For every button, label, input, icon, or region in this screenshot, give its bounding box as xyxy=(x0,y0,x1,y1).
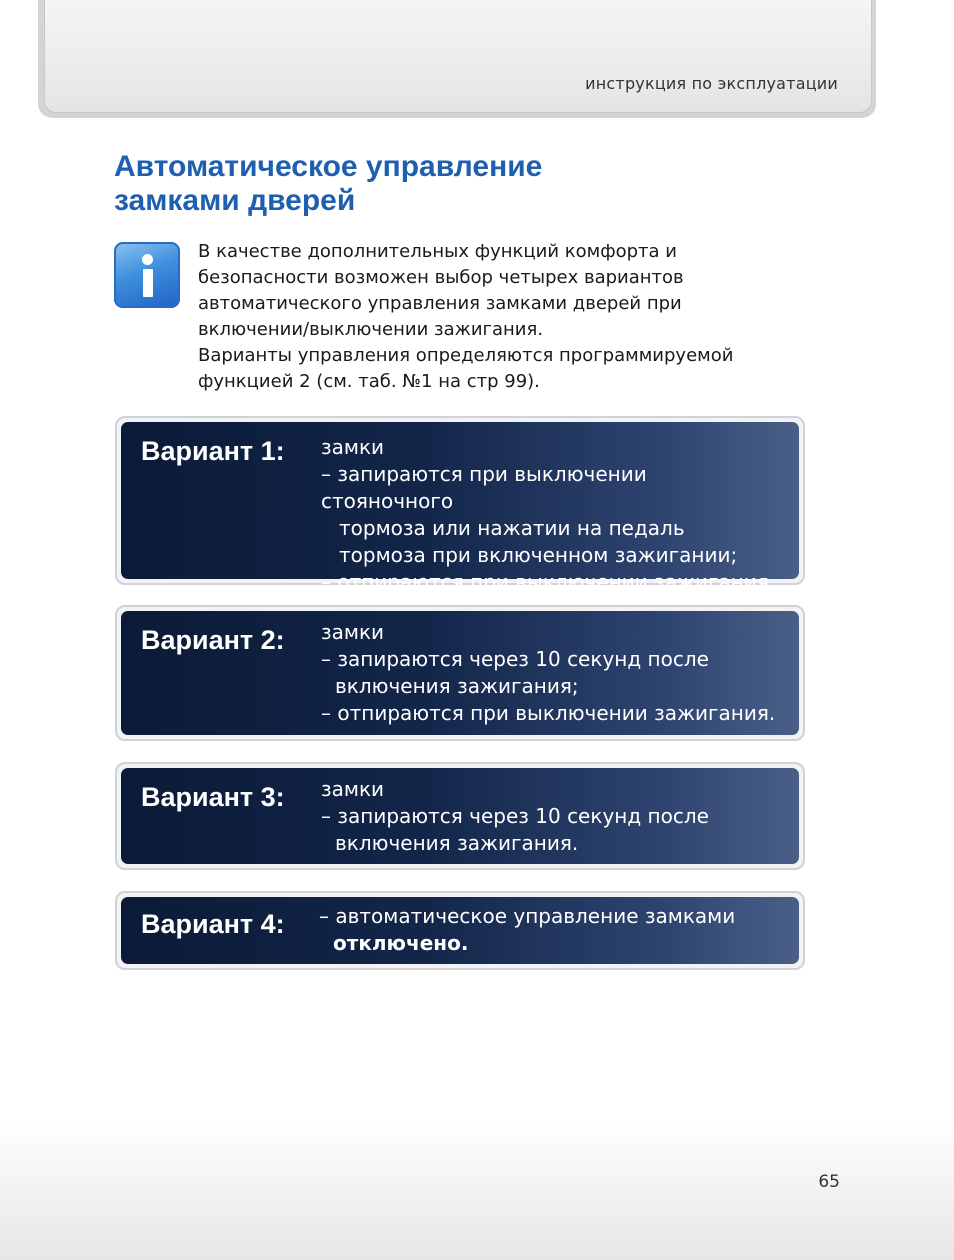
variant-line: – запираются при выключении стояночного xyxy=(321,462,647,513)
header-text: инструкция по эксплуатации xyxy=(585,74,838,93)
variant-line: тормоза при включенном зажигании; xyxy=(339,543,738,567)
footer-band xyxy=(0,1120,954,1260)
page-title-line2: замками дверей xyxy=(114,184,356,217)
variant-1-label: Вариант 1: xyxy=(141,436,285,466)
variant-line: замки xyxy=(321,435,385,459)
intro-text xyxy=(198,239,758,395)
page-title xyxy=(114,150,674,218)
variant-2-box xyxy=(115,605,805,741)
variant-line: – отпираются при выключении зажигания. xyxy=(321,701,776,725)
variant-line: – автоматическое управление замками xyxy=(319,904,736,928)
variant-4-label: Вариант 4: xyxy=(141,909,285,939)
header-bar xyxy=(44,0,872,113)
variant-line: тормоза или нажатии на педаль xyxy=(339,516,685,540)
info-icon xyxy=(114,242,180,308)
variant-1-panel xyxy=(121,422,799,594)
page-number: 65 xyxy=(818,1172,840,1192)
variant-line: – запираются через 10 секунд после xyxy=(321,647,709,671)
intro-line: Варианты управления определяются программируемой xyxy=(198,345,734,366)
page-title-line1: Автоматическое управление xyxy=(114,150,543,183)
variant-4-disabled-text: отключено. xyxy=(333,931,469,955)
intro-line: В качестве дополнительных функций комфорта и xyxy=(198,241,677,262)
variant-line: замки xyxy=(321,777,385,801)
variant-2-panel xyxy=(121,611,799,735)
variant-4-body xyxy=(319,903,783,957)
intro-line: включении/выключении зажигания. xyxy=(198,319,544,340)
variant-2-body xyxy=(321,619,783,727)
variant-line: замки xyxy=(321,620,385,644)
intro-line: функцией 2 (см. таб. №1 на стр 99). xyxy=(198,371,540,392)
variant-line: – запираются через 10 секунд после xyxy=(321,804,709,828)
intro-line: безопасности возможен выбор четырех вариантов xyxy=(198,267,684,288)
variant-3-body xyxy=(321,776,783,857)
variant-1-box xyxy=(115,416,805,594)
variant-3-box xyxy=(115,762,805,870)
intro-line: автоматического управления замками дверей при xyxy=(198,293,682,314)
variant-4-box xyxy=(115,891,805,970)
variant-4-panel xyxy=(121,897,799,964)
variant-line: – отпираются при выключении зажигания. xyxy=(321,570,776,594)
variant-3-label: Вариант 3: xyxy=(141,782,285,812)
variant-1-body xyxy=(321,434,783,596)
variant-line: включения зажигания; xyxy=(335,674,579,698)
variant-2-label: Вариант 2: xyxy=(141,625,285,655)
variant-3-panel xyxy=(121,768,799,864)
variant-line: включения зажигания. xyxy=(335,831,579,855)
